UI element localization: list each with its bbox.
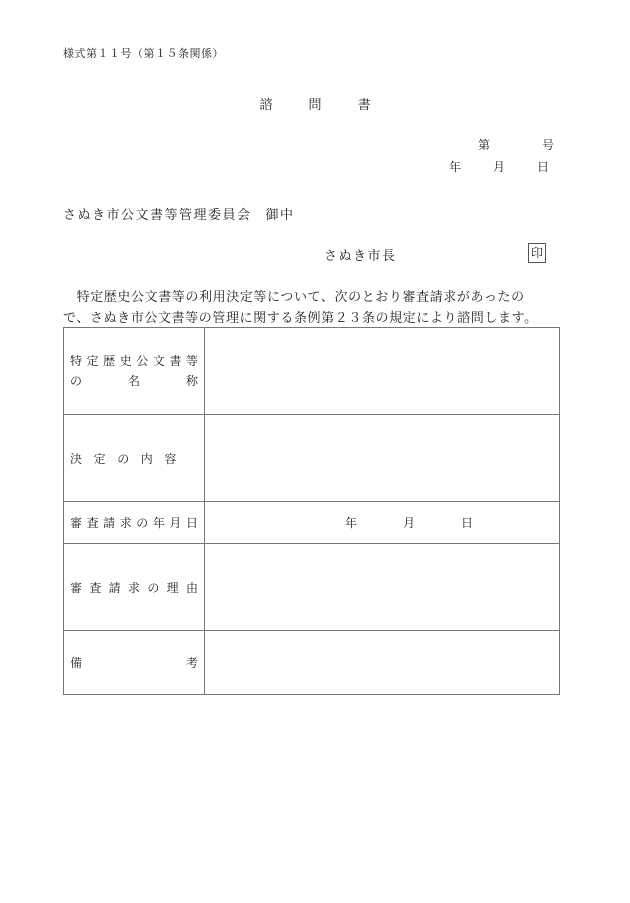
label-char: 備 [70, 656, 83, 670]
issue-date-day: 日 [537, 160, 550, 174]
label-char: 査 [86, 516, 99, 530]
label-char: の [147, 580, 160, 595]
label-char: の [136, 516, 149, 530]
value-decision-content[interactable] [205, 415, 560, 502]
label-char: 容 [164, 451, 177, 466]
label-request-reason [64, 544, 205, 631]
value-request-reason[interactable] [205, 544, 560, 631]
document-title [0, 94, 630, 113]
table-row-request-reason [64, 544, 560, 631]
value-document-name[interactable] [205, 328, 560, 415]
inquiry-form-table [63, 327, 560, 695]
label-char: 求 [119, 516, 132, 530]
body-text [63, 287, 563, 329]
label-char: 請 [103, 516, 116, 530]
label-char: 内 [140, 451, 153, 466]
issue-date-month: 月 [493, 160, 506, 174]
addressee [63, 204, 295, 223]
label-char: の [117, 451, 130, 466]
label-char: 審 [70, 516, 83, 530]
label-char: 月 [169, 516, 182, 530]
label-char: 日 [185, 516, 198, 530]
title-char: 問 [308, 98, 322, 113]
label-char: 由 [185, 580, 198, 595]
doc-number-go: 号 [542, 138, 555, 152]
label-char: 考 [185, 656, 198, 670]
label-document-name [64, 328, 205, 415]
doc-number-dai: 第 [478, 138, 491, 152]
body-line: 特定歴史公文書等の利用決定等について、次のとおり審査請求があったの [63, 290, 525, 305]
form-number: 様式第１１号（第１５条関係） [63, 47, 224, 60]
label-char: 文 [152, 354, 165, 368]
label-char: 決 [70, 451, 83, 466]
table-row-document-name [64, 328, 560, 415]
value-remarks[interactable] [205, 631, 560, 695]
issue-date-year: 年 [449, 160, 462, 174]
label-char: 歴 [103, 354, 116, 368]
label-char: 特 [70, 354, 83, 368]
value-request-date[interactable] [205, 502, 560, 544]
issue-date [449, 158, 549, 175]
label-char: 理 [166, 580, 179, 595]
label-char: 名 [127, 374, 140, 388]
body-line: で、さぬき市公文書等の管理に関する条例第２３条の規定により諮問します。 [63, 311, 538, 326]
table-row-decision-content [64, 415, 560, 502]
request-date-month: 月 [403, 516, 416, 530]
label-char: 年 [152, 516, 165, 530]
label-decision-content [64, 415, 205, 502]
table-row-request-date [64, 502, 560, 544]
label-char: 査 [89, 580, 102, 595]
seal-mark: 印 [528, 243, 546, 263]
label-char: 審 [70, 580, 83, 595]
label-char: 求 [127, 580, 140, 595]
label-char: 公 [136, 354, 149, 368]
sender-name: さぬき市長 [324, 249, 397, 264]
document-number [478, 136, 554, 153]
label-char: 書 [169, 354, 182, 368]
label-request-date [64, 502, 205, 544]
title-char: 書 [357, 98, 371, 113]
title-char: 諮 [259, 98, 273, 113]
request-date-day: 日 [461, 516, 474, 530]
addressee-honorific: 御中 [265, 208, 295, 223]
label-char: 等 [185, 354, 198, 368]
label-char: 定 [86, 354, 99, 368]
label-char: 称 [185, 374, 198, 388]
table-row-remarks [64, 631, 560, 695]
label-char: 史 [119, 354, 132, 368]
label-char: 定 [93, 451, 106, 466]
label-char: 請 [108, 580, 121, 595]
addressee-name: さぬき市公文書等管理委員会 [63, 208, 252, 223]
request-date-year: 年 [345, 516, 358, 530]
label-char: の [70, 374, 83, 388]
label-remarks [64, 631, 205, 695]
